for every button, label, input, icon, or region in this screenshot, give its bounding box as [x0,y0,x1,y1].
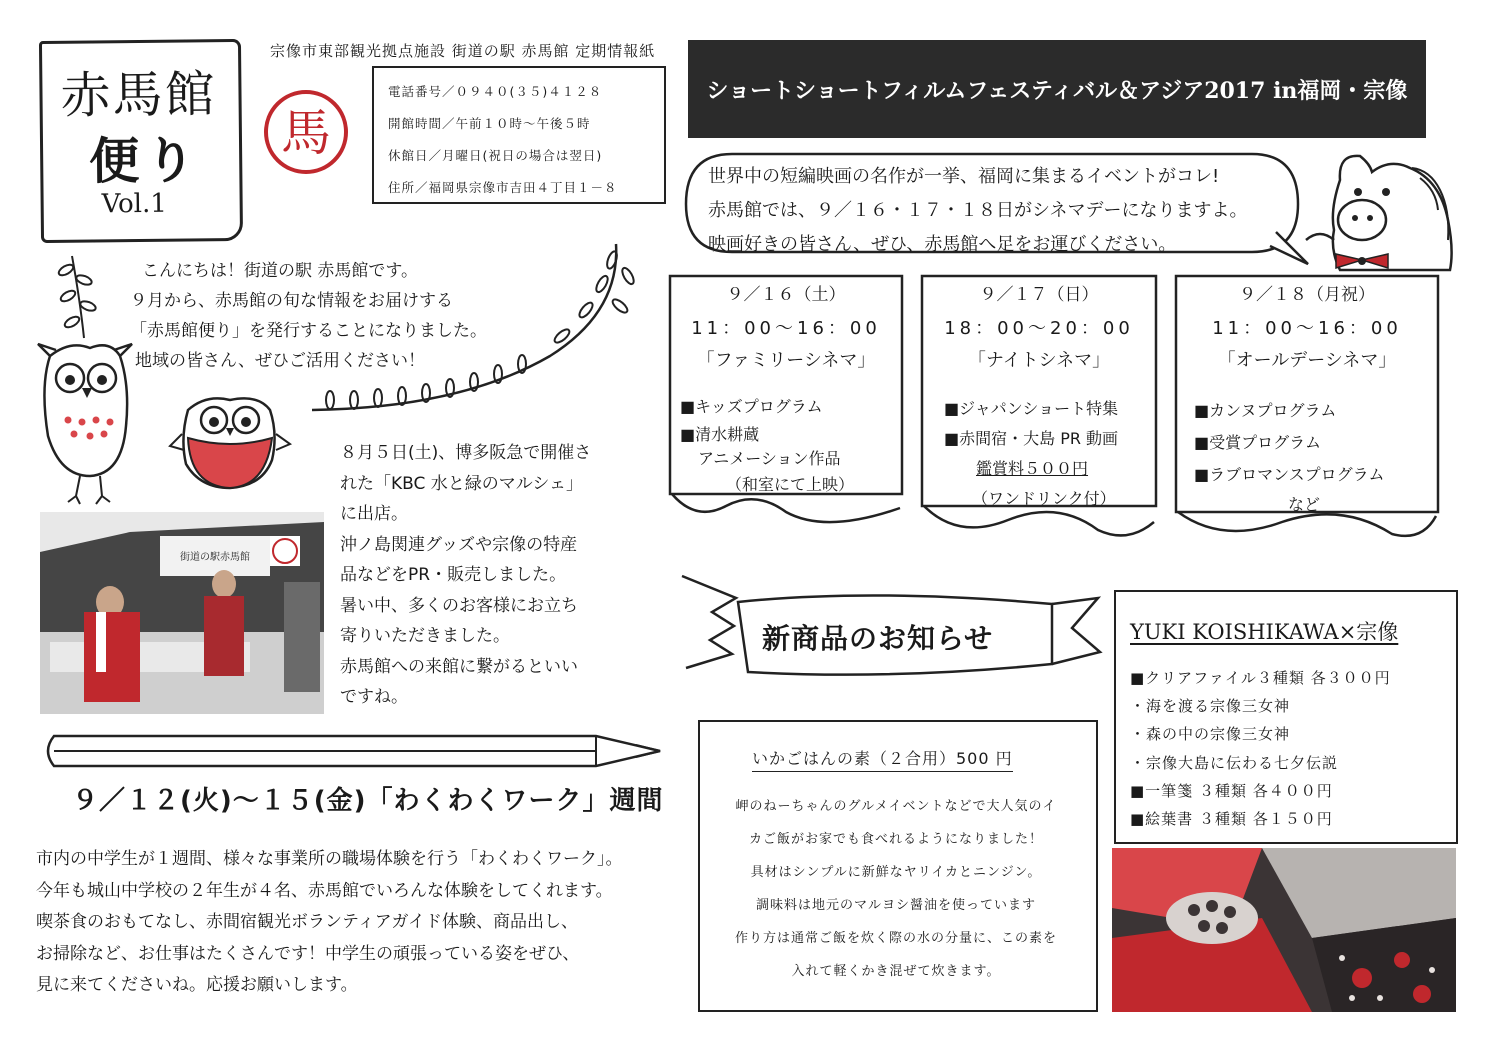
card-item: ■清水耕蔵 [680,425,760,444]
new-products-title: 新商品のお知らせ [762,622,994,655]
ika-line: 岬のねーちゃんのグルメイベントなどで大人気のイ [735,799,1057,814]
work-line: 見に来てくださいね。応援お願いします。 [36,975,358,995]
work-line: 今年も城山中学校の２年生が４名、赤馬館でいろんな体験をしてくれます。 [36,880,613,901]
info-closed: 休館日／月曜日(祝日の場合は翌日) [388,148,603,163]
yuki-item: ・海を渡る宗像三女神 [1130,697,1291,716]
marche-line: 寄りいただきました。 [340,626,510,646]
greeting-text [130,256,487,376]
card-item: ■受賞プログラム [1194,433,1321,452]
card-date: ９／１６（土） [726,285,846,305]
facility-info-box [372,66,666,204]
ika-line: 入れて軽くかき混ぜて炊きます。 [791,964,1001,979]
card-item: ■キッズプログラム [680,397,823,416]
yuki-item: ■絵葉書 ３種類 各１５０円 [1130,810,1333,829]
pencil-divider-icon [40,728,664,774]
card-item: ■赤間宿・大島 PR 動画 [944,429,1119,448]
marche-report-text [340,438,591,713]
card-item: など [1288,495,1321,514]
bubble-line: 映画好きの皆さん、ぜひ、赤馬館へ足をお運びください。 [708,234,1177,255]
seal-char: 馬 [281,104,331,162]
card-item: ■カンヌプログラム [1194,401,1337,420]
greeting-line: ９月から、赤馬館の旬な情報をお届けする [130,291,453,311]
card-time: 11：00〜16：00 [691,318,881,339]
work-week-text [36,844,623,1002]
work-line: お掃除など、お仕事はたくさんです！中学生の頑張っている姿をぜひ、 [36,943,580,964]
schedule-card [918,272,1160,547]
marche-photo-art [40,512,324,714]
greeting-line: 「赤馬館便り」を発行することになりました。 [130,321,487,341]
newsletter-title-card [39,39,243,243]
marche-line: れた「KBC 水と緑のマルシェ」 [340,473,584,494]
yuki-product-list [1130,664,1391,833]
card-item: （和室にて上映） [726,475,855,494]
owl-illustration-icon [30,326,140,506]
info-address: 住所／福岡県宗像市吉田４丁目１－８ [388,180,618,195]
card-time: 11：00〜16：00 [1212,318,1402,339]
info-phone: 電話番号／０９４０(３５)４１２８ [388,84,603,99]
publisher-line: 宗像市東部観光拠点施設 街道の駅 赤馬館 定期情報紙 [270,42,656,60]
card-item: （ワンドリンク付） [972,489,1116,508]
greeting-line: こんにちは！街道の駅 赤馬館です。 [141,261,419,281]
ika-line: 調味料は地元のマルヨシ醤油を使っています [755,898,1036,913]
marche-line: 赤馬館への来館に繋がるといい [340,656,578,677]
bubble-line: 世界中の短編映画の名作が一挙、福岡に集まるイベントがコレ! [708,166,1220,187]
marche-line: 品などをPR・販売しました。 [340,565,567,585]
marche-line: 沖ノ島関連グッズや宗像の特産 [340,534,578,555]
card-item: 鑑賞料５００円 [976,459,1089,478]
volume-label: Vol.1 [101,188,167,220]
work-line: 喫茶食のおもてなし、赤間宿観光ボランティアガイド体験、商品出し、 [36,912,578,932]
ika-line: 作り方は通常ご飯を炊く際の水の分量に、この素を [734,931,1057,946]
photo-sign: 街道の駅赤馬館 [180,552,250,563]
greeting-line: 地域の皆さん、ぜひご活用ください！ [134,351,426,371]
ika-product-description [706,790,1086,988]
marche-line: ８月５日(土)、博多阪急で開催さ [340,443,592,463]
textile-art [1112,848,1456,1012]
title-line1: 赤馬館 [60,65,217,125]
schedule-card [666,272,906,534]
bubble-text [708,160,1247,262]
ika-product-title: いかごはんの素（２合用）500 円 [752,746,1013,772]
card-time: 18：00〜20：00 [944,318,1134,339]
info-hours: 開館時間／午前１０時〜午後５時 [388,116,591,131]
bubble-line: 赤馬館では、９／１６・１７・１８日がシネマデーになりますよ。 [708,200,1248,221]
work-week-title: ９／１２(火)〜１５(金)「わくわくワーク」週間 [72,786,664,816]
card-item: ■ラブロマンスプログラム [1194,465,1385,484]
card-date: ９／１８（月祝） [1239,285,1375,305]
yuki-product-title: YUKI KOISHIKAWA×宗像 [1130,620,1399,644]
ika-line: 具材はシンプルに新鮮なヤリイカとニンジン。 [750,865,1042,880]
card-program-name: 「ナイトシネマ」 [967,350,1111,371]
ika-line: カご飯がお家でも食べれるようになりました！ [748,832,1043,847]
card-item: ■ジャパンショート特集 [944,399,1119,418]
card-date: ９／１７（日） [979,285,1099,305]
marche-photo [40,512,324,714]
card-program-name: 「ファミリーシネマ」 [696,350,876,371]
owl-illustration-icon [166,388,296,508]
yuki-item: ・森の中の宗像三女神 [1130,725,1291,744]
card-item: アニメーション作品 [698,449,841,468]
marche-line: に出店。 [340,504,408,524]
horse-seal-icon [262,88,350,176]
title-line2: 便り [88,131,202,191]
festival-header [688,40,1426,138]
festival-header-text: ショートショートフィルムフェスティバル＆アジア2017 in福岡・宗像 [706,78,1408,104]
work-line: 市内の中学生が１週間、様々な事業所の職場体験を行う「わくわくワーク」。 [36,849,623,869]
textile-product-photo [1112,848,1456,1012]
horse-mascot-icon [1300,150,1460,280]
marche-line: 暑い中、多くのお客様にお立ち [340,595,578,616]
yuki-item: ■クリアファイル３種類 各３００円 [1130,669,1391,687]
card-program-name: 「オールデーシネマ」 [1217,350,1397,371]
yuki-item: ■一筆箋 ３種類 各４００円 [1130,781,1333,800]
schedule-card [1172,272,1442,547]
marche-line: ですね。 [340,687,408,707]
yuki-item: ・宗像大島に伝わる七夕伝説 [1130,753,1339,772]
